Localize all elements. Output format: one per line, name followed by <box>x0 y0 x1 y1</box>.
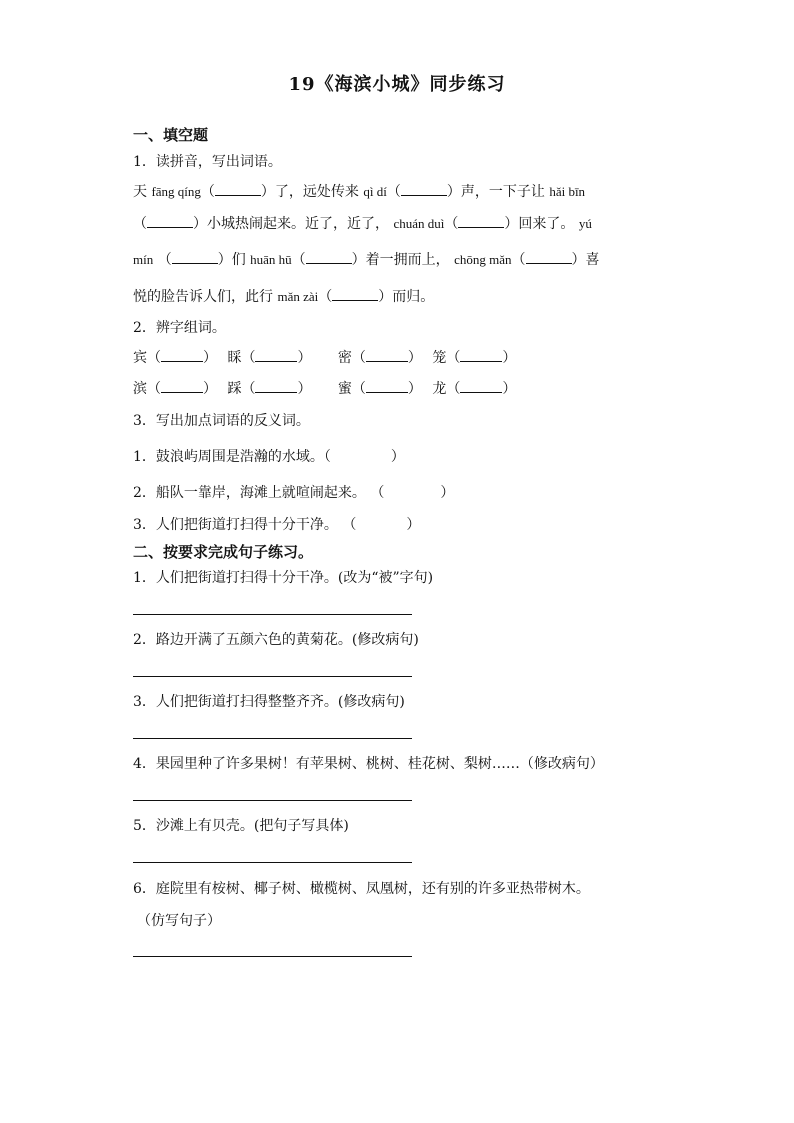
paren-open: （ <box>386 184 401 200</box>
answer-blank[interactable] <box>147 215 193 228</box>
text: 小城热闹起来。近了，近了， <box>207 216 389 232</box>
pinyin: chōng mǎn <box>454 252 512 267</box>
question-3-label: 3．写出加点词语的反义词。 <box>133 413 310 429</box>
answer-blank[interactable] <box>366 349 408 362</box>
paren-close: ） <box>571 252 586 268</box>
q1-line-3 <box>133 249 600 269</box>
answer-line[interactable] <box>133 956 412 957</box>
s2-item-6-instruction: （仿写句子） <box>137 913 221 929</box>
answer-blank[interactable] <box>458 215 504 228</box>
answer-line[interactable] <box>133 614 412 615</box>
pinyin: fāng qíng <box>151 184 201 199</box>
answer-blank[interactable] <box>366 380 408 393</box>
paren-close: ） <box>407 381 422 397</box>
paren-open: （ <box>241 350 256 366</box>
paren-open: （ <box>291 252 306 268</box>
paren-close: ） <box>502 350 517 366</box>
q1-line-2 <box>133 213 592 233</box>
answer-blank[interactable] <box>460 380 502 393</box>
char: 踩 <box>227 381 242 397</box>
char: 宾 <box>133 350 147 366</box>
paren-open: （ <box>147 381 161 397</box>
answer-line[interactable] <box>133 676 412 677</box>
paren-open: （ <box>351 381 366 397</box>
text: 而归。 <box>392 289 435 305</box>
pinyin: mǎn zài <box>277 289 319 304</box>
answer-blank[interactable] <box>161 380 203 393</box>
q1-line-4 <box>133 286 434 306</box>
q2-row-2 <box>133 378 516 398</box>
char: 滨 <box>133 381 147 397</box>
char: 龙 <box>432 381 447 397</box>
sentence: 1．鼓浪屿周围是浩瀚的水域。（ <box>133 449 331 465</box>
q1-line-1 <box>133 181 585 201</box>
paren-close: ） <box>193 216 207 232</box>
char: 蜜 <box>337 381 352 397</box>
q2-row-1 <box>133 347 516 367</box>
paren-close: ） <box>446 184 461 200</box>
answer-blank[interactable] <box>306 251 352 264</box>
page-title: 19《海滨小城》同步练习 <box>288 74 506 95</box>
paren-close: ） <box>297 381 312 397</box>
sentence: 2．船队一靠岸，海滩上就喧闹起来。 （ <box>133 485 385 501</box>
paren-open: （ <box>147 350 161 366</box>
paren-close: ） <box>351 252 366 268</box>
q3-item-2 <box>133 482 454 502</box>
paren-close: ） <box>203 350 217 366</box>
s2-item-5: 5．沙滩上有贝壳。(把句子写具体) <box>133 818 349 834</box>
char: 笼 <box>432 350 447 366</box>
char: 密 <box>337 350 352 366</box>
pinyin: hǎi bīn <box>549 184 586 199</box>
paren-open: （ <box>200 184 215 200</box>
answer-line[interactable] <box>133 862 412 863</box>
paren-close: ） <box>260 184 275 200</box>
sentence: 3．人们把街道打扫得十分干净。 （ <box>133 517 357 533</box>
paren-close: ） <box>217 252 232 268</box>
question-1-label: 1．读拼音，写出词语。 <box>133 154 282 170</box>
answer-line[interactable] <box>133 800 412 801</box>
text: 喜 <box>585 252 600 268</box>
answer-blank[interactable] <box>161 349 203 362</box>
s2-item-4: 4．果园里种了许多果树！有苹果树、桃树、桂花树、梨树……（修改病句） <box>133 756 604 772</box>
pinyin: yú <box>578 216 592 231</box>
answer-blank[interactable] <box>526 251 572 264</box>
answer-line[interactable] <box>133 738 412 739</box>
paren-close: ） <box>440 485 455 501</box>
s2-item-2: 2．路边开满了五颜六色的黄菊花。(修改病句) <box>133 632 419 648</box>
text: 着一拥而上， <box>365 252 450 268</box>
char: 睬 <box>227 350 242 366</box>
pinyin: qì dí <box>363 184 387 199</box>
paren-open: （ <box>444 216 459 232</box>
paren-open: （ <box>241 381 256 397</box>
s2-item-1: 1．人们把街道打扫得十分干净。(改为“被”字句) <box>133 570 434 586</box>
paren-close: ） <box>390 449 405 465</box>
answer-blank[interactable] <box>172 251 218 264</box>
text: 了，远处传来 <box>274 184 359 200</box>
question-2-label: 2．辨字组词。 <box>133 320 226 336</box>
paren-close: ） <box>406 517 421 533</box>
paren-open: （ <box>133 216 147 232</box>
paren-open: （ <box>511 252 526 268</box>
text: 们 <box>231 252 246 268</box>
pinyin: huān hū <box>250 252 292 267</box>
answer-blank[interactable] <box>332 288 378 301</box>
paren-close: ） <box>502 381 517 397</box>
answer-blank[interactable] <box>401 183 447 196</box>
q3-item-3 <box>133 514 420 534</box>
paren-close: ） <box>504 216 519 232</box>
answer-blank[interactable] <box>255 349 297 362</box>
answer-blank[interactable] <box>460 349 502 362</box>
answer-blank[interactable] <box>215 183 261 196</box>
s2-item-3: 3．人们把街道打扫得整整齐齐。(修改病句) <box>133 694 405 710</box>
paren-open: （ <box>351 350 366 366</box>
text: 悦的脸告诉人们，此行 <box>133 289 273 305</box>
paren-open: （ <box>318 289 333 305</box>
text: 回来了。 <box>518 216 575 232</box>
pinyin: mín <box>133 252 154 267</box>
paren-close: ） <box>407 350 422 366</box>
paren-close: ） <box>203 381 217 397</box>
paren-open: （ <box>446 381 461 397</box>
paren-close: ） <box>297 350 312 366</box>
paren-open: （ <box>446 350 461 366</box>
section-heading-sentence-practice: 二、按要求完成句子练习。 <box>133 543 314 561</box>
paren-close: ） <box>378 289 393 305</box>
section-heading-fill-blanks: 一、填空题 <box>133 126 209 144</box>
pinyin: chuán duì <box>393 216 445 231</box>
text: 天 <box>133 184 147 200</box>
paren-open: （ <box>157 252 172 268</box>
answer-blank[interactable] <box>255 380 297 393</box>
q3-item-1 <box>133 446 405 466</box>
text: 声，一下子让 <box>460 184 545 200</box>
s2-item-6: 6．庭院里有桉树、椰子树、橄榄树、凤凰树，还有别的许多亚热带树木。 <box>133 881 590 897</box>
